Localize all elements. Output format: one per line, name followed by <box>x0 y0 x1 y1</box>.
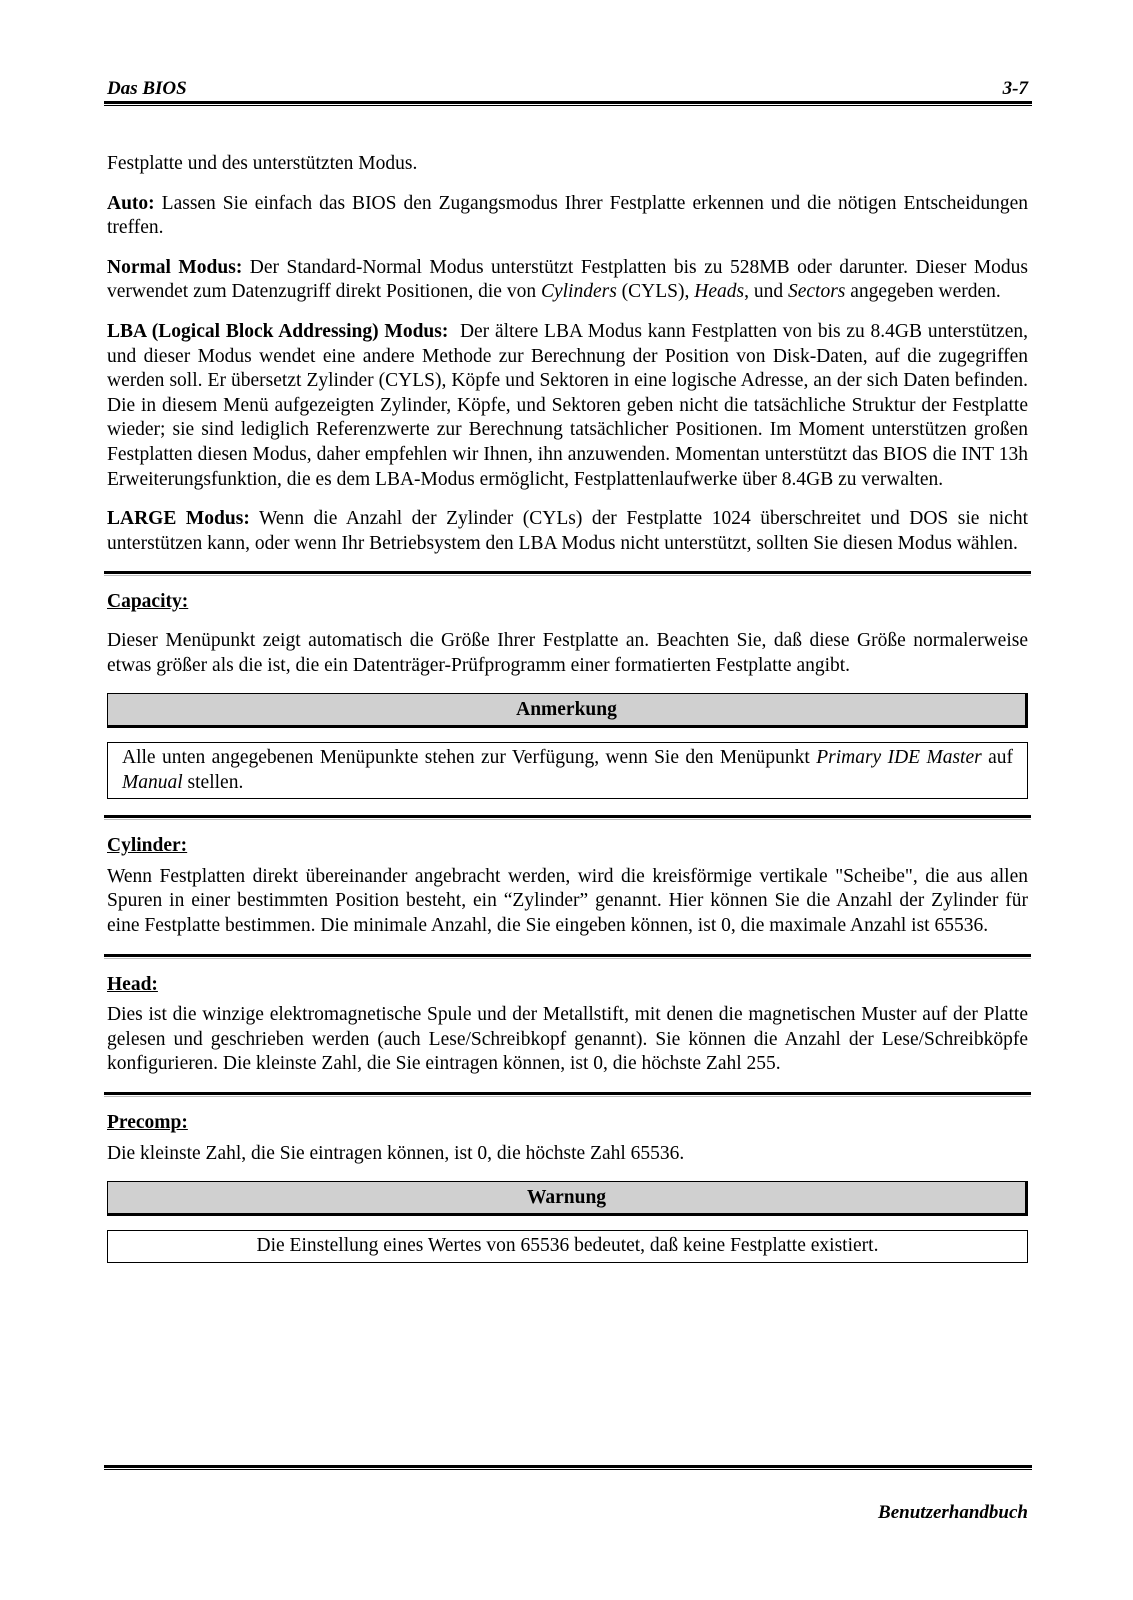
note-value: Manual <box>122 771 183 793</box>
normal-paragraph <box>107 256 1028 305</box>
warning-title-bar: Warnung <box>107 1181 1028 1216</box>
header-title: Das BIOS <box>107 78 187 99</box>
capacity-paragraph: Dieser Menüpunkt zeigt automatisch die Größe Ihrer Festplatte an. Beachten Sie, daß diese Größe normalerweise etwas größer als die ist, die ein Datenträger-Prüfprogramm einer formatierten Festplatte angibt. <box>107 629 1028 676</box>
note-box <box>107 742 1028 799</box>
note-text-2: auf <box>981 747 1013 769</box>
page-footer: Benutzerhandbuch <box>878 1502 1028 1523</box>
note-text-3: stellen. <box>182 771 244 793</box>
section-separator <box>104 1092 1031 1097</box>
head-heading: Head: <box>107 973 158 995</box>
section-separator <box>104 815 1031 820</box>
lba-label: LBA (Logical Block Addressing) Modus: <box>107 320 449 342</box>
normal-text-2: (CYLS), <box>616 281 695 303</box>
normal-label: Normal Modus: <box>107 256 243 278</box>
section-separator <box>104 954 1031 959</box>
capacity-heading: Capacity: <box>107 591 189 613</box>
cylinder-heading: Cylinder: <box>107 835 188 857</box>
intro-paragraph: Festplatte und des unterstützten Modus. <box>107 153 418 174</box>
cylinder-paragraph: Wenn Festplatten direkt übereinander angebracht werden, wird die kreisförmige vertikale "Scheibe", die aus allen Spuren in einer bestimmten Position besteht, ein “Zylinder” genannt. Hier können Sie die Anzahl der Zylinder für eine Festplatte bestimmen. Die minimale Anzahl, die Sie eingeben können, ist 0, die maximale Anzahl ist 65536. <box>107 865 1028 937</box>
normal-heads: Heads <box>694 281 745 303</box>
note-title-bar: Anmerkung <box>107 693 1028 728</box>
auto-label: Auto: <box>107 192 155 214</box>
normal-text-4: angegeben werden. <box>845 281 1001 303</box>
page-number: 3-7 <box>1002 78 1028 99</box>
large-paragraph <box>107 507 1028 556</box>
normal-text-1: Der Standard-Normal Modus unterstützt Festplatten bis zu 528MB oder darunter. Dieser Modus verwendet zum Datenzugriff direkt Positionen, die von <box>107 256 1029 303</box>
large-text: Wenn die Anzahl der Zylinder (CYLs) der Festplatte 1024 überschreitet und DOS sie nicht unterstützen kann, oder wenn Ihr Betriebsystem den LBA Modus nicht unterstützt, sollten Sie diesen Modus wählen. <box>107 508 1028 554</box>
head-paragraph: Dies ist die winzige elektromagnetische Spule und der Metallstift, mit denen die magnetischen Muster auf der Platte gelesen und geschrieben werden (auch Lese/Schreibkopf genannt). Sie können die Anzahl der Lese/Schreibköpfe konfigurieren. Die kleinste Zahl, die Sie eintragen können, ist 0, die höchste Zahl 255. <box>107 1004 1028 1075</box>
header-rule <box>104 101 1032 106</box>
page-header <box>107 78 1028 100</box>
precomp-heading: Precomp: <box>107 1112 188 1134</box>
lba-text: Der ältere LBA Modus kann Festplatten von bis zu 8.4GB unterstützen, und dieser Modus wendet eine andere Methode zur Berechnung der Position von Disk-Daten, auf die zugegriffen werden soll. Er übersetzt Zylinder (CYLS), Köpfe und Sektoren in eine logische Adresse, an der sich Daten befinden. Die in diesem Menü aufgezeigten Zylinder, Köpfe, und Sektoren geben nicht die tatsächliche Struktur der Festplatte wieder; sie sind lediglich Referenzwerte zur Berechnung tatsächlicher Positionen. Im Moment unterstützen großen Festplatten diesen Modus, daher empfehlen wir Ihnen, ihn anzuwenden. Momentan unterstützt das BIOS die INT 13h Erweiterungsfunktion, die es dem LBA-Modus ermöglicht, Festplattenlaufwerke über 8.4GB zu verwalten. <box>107 320 1033 490</box>
normal-text-3: , und <box>744 281 788 303</box>
note-text-1: Alle unten angegebenen Menüpunkte stehen zur Verfügung, wenn Sie den Menüpunkt <box>122 747 817 769</box>
normal-cylinders: Cylinders <box>540 281 617 303</box>
lba-paragraph <box>107 320 1033 492</box>
warning-box: Die Einstellung eines Wertes von 65536 bedeutet, daß keine Festplatte existiert. <box>107 1230 1028 1263</box>
large-label: LARGE Modus: <box>107 508 250 530</box>
auto-text: Lassen Sie einfach das BIOS den Zugangsmodus Ihrer Festplatte erkennen und die nötigen Entscheidungen treffen. <box>107 192 1028 239</box>
section-separator <box>104 571 1031 576</box>
normal-sectors: Sectors <box>787 281 846 303</box>
note-menu-item: Primary IDE Master <box>816 747 982 769</box>
footer-rule <box>104 1465 1032 1470</box>
page-body <box>107 152 1033 1279</box>
precomp-paragraph: Die kleinste Zahl, die Sie eintragen können, ist 0, die höchste Zahl 65536. <box>107 1142 685 1164</box>
auto-paragraph <box>107 192 1028 241</box>
